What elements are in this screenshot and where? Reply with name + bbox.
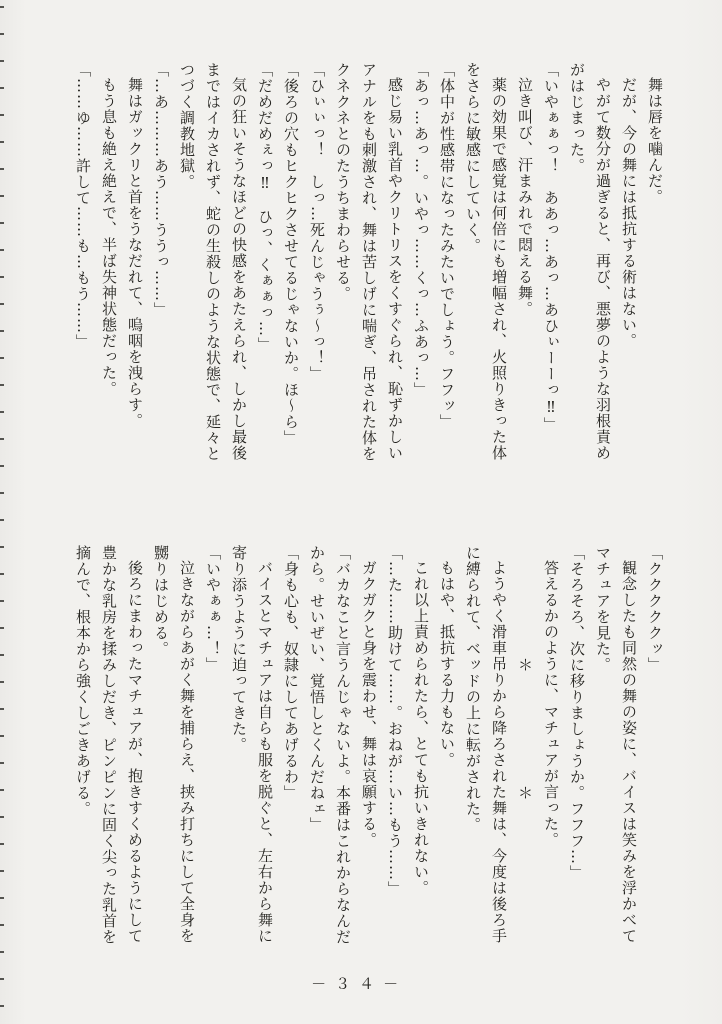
paragraph: 舞はガックリと首をうなだれて、嗚咽を洩らす。 [126,77,144,429]
paragraph: だが、今の舞には抵抗する術はない。 [620,77,638,349]
paragraph: 舞は唇を噛んだ。 [646,77,664,205]
paragraph: 「あっ…あっ…。いやっ……くっ…ふあっ…」 [412,62,430,398]
paragraph: やがて数分が過ぎると、再び、悪夢のような羽根責めがはじまった。 [568,62,612,461]
paragraph: 「そろそろ、次に移りましょうか。フフフ…」 [568,545,586,881]
paragraph: 「…あ………あう……ううっ……」 [152,62,170,318]
paragraph: 「いやぁぁっ！ ああっ…あっ…あひぃーーっ‼」 [542,62,560,433]
paragraph: 泣きながらあがく舞を捕らえ、挟み打ちにして全身を嬲りはじめる。 [152,545,196,944]
page-number: －３４－ [311,975,408,993]
vertical-text-block-top [68,62,668,463]
paragraph: 「いやぁぁ…！」 [204,545,222,673]
paragraph: 後ろにまわったマチュアが、抱きすくめるようにして豊かな乳房を揉みしだき、ピンピンに固く尖った乳首を摘んで、根本から強くしごきあげる。 [74,545,144,945]
paragraph: 「クククククッ」 [646,545,664,673]
scan-edge-marks [0,6,4,1018]
paragraph: 「身も心も、奴隷にしてあげるわ」 [282,545,300,801]
paragraph: もはや、抵抗する力もない。 [438,560,456,768]
paragraph: これ以上責められたら、とても抗いきれない。 [412,560,430,896]
paragraph: 観念したも同然の舞の姿に、バイスは笑みを浮かべてマチュアを見た。 [594,545,638,944]
paragraph: 気の狂いそうなほどの快感をあたえられ、しかし最後まではイカされず、蛇の生殺しのような状態で、延々とつづく調教地獄。 [178,62,248,462]
paragraph: バイスとマチュアは自らも服を脱ぐと、左右から舞に寄り添うように迫ってきた。 [230,545,274,944]
paragraph: 薬の効果で感覚は何倍にも増幅され、火照りきった体をさらに敏感にしていく。 [464,62,508,461]
paragraph: 答えるかのように、マチュアが言った。 [542,560,560,848]
paragraph: 「バカなこと言うんじゃないよ。本番はこれからなんだから。せいぜい、覚悟しとくんだねェ」 [308,545,352,945]
paragraph: 「だめだめぇっ‼ ひっ、くぁぁっ…」 [256,62,274,353]
paragraph: 感じ易い乳首やクリトリスをくすぐられ、恥ずかしいアナルをも刺激され、舞は苦しげに喘ぎ、吊された体をクネクネとのたうちまわらせる。 [334,62,404,462]
paragraph: 泣き叫び、汗まみれで悶える舞。 [516,77,534,317]
paragraph: 「ひぃぃっ！ しっ…死んじゃうぅ〜っ！」 [308,62,326,382]
paragraph: 「体中が性感帯になったみたいでしょう。フフッ」 [438,62,456,430]
paragraph: ガクガクと身を震わせ、舞は哀願する。 [360,560,378,848]
paragraph: 「……ゆ……許して……も…もう……」 [74,62,92,350]
paragraph: ようやく滑車吊りから降ろされた舞は、今度は後ろ手に縛られて、ベッドの上に転がされた。 [464,545,508,944]
scene-separator: ＊ ＊ [516,545,534,801]
paragraph: 「後ろの穴もヒクヒクさせてるじゃないか。ほ〜ら」 [282,62,300,446]
paragraph: もう息も絶え絶えで、半ば失神状態だった。 [100,77,118,397]
vertical-text-block-bottom [68,545,668,946]
paragraph: 「…た……助けて……。おねが…い…もう……」 [386,545,404,897]
